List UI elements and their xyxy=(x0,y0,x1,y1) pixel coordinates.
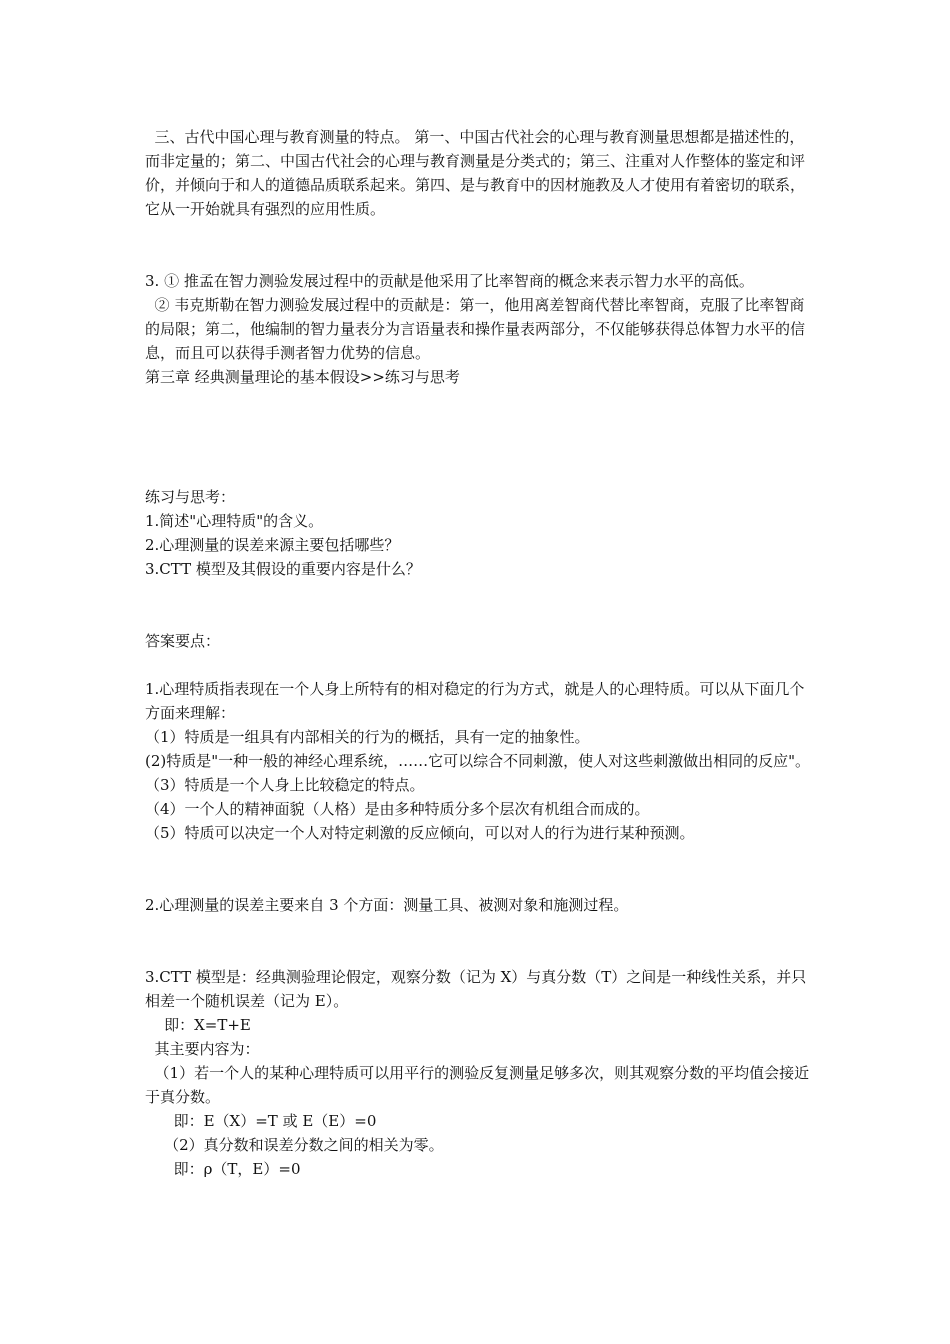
spacer xyxy=(145,845,815,893)
answer1-item: （3）特质是一个人身上比较稳定的特点。 xyxy=(145,776,425,794)
answer3-line1: 3. ① 推孟在智力测验发展过程中的贡献是他采用了比率智商的概念来表示智力水平的高低。 xyxy=(145,272,754,290)
document-body xyxy=(145,125,815,1181)
answer1-item: （1）特质是一组具有内部相关的行为的概括，具有一定的抽象性。 xyxy=(145,728,590,746)
spacer xyxy=(145,389,815,485)
exercises-heading: 练习与思考： xyxy=(145,488,236,506)
spacer xyxy=(145,221,815,269)
spacer xyxy=(145,917,815,965)
answer3-item2-formula: 即：ρ（T，E）=0 xyxy=(145,1160,301,1178)
answer3-formula: 即：X=T+E xyxy=(145,1016,251,1034)
answer3-item2: （2）真分数和误差分数之间的相关为零。 xyxy=(145,1136,444,1154)
question-1: 1.简述"心理特质"的含义。 xyxy=(145,512,324,530)
section3-paragraph: 三、古代中国心理与教育测量的特点。 第一、中国古代社会的心理与教育测量思想都是描述性的，而非定量的；第二、中国古代社会的心理与教育测量是分类式的；第三、注重对人作整体的鉴定和评价，并倾向于和人的道德品质联系起来。第四、是与教育中的因材施教及人才使用有着密切的联系，它从一开始就具有强烈的应用性质。 xyxy=(145,128,806,218)
answer3-item1: （1）若一个人的某种心理特质可以用平行的测验反复测量足够多次，则其观察分数的平均值会接近于真分数。 xyxy=(145,1064,810,1106)
spacer xyxy=(145,581,815,629)
answer3-line2: ② 韦克斯勒在智力测验发展过程中的贡献是：第一，他用离差智商代替比率智商，克服了比率智商的局限；第二，他编制的智力量表分为言语量表和操作量表两部分，不仅能够获得总体智力水平的信息，而且可以获得手测者智力优势的信息。 xyxy=(145,296,806,362)
answer3-intro: 3.CTT 模型是：经典测验理论假定，观察分数（记为 X）与真分数（T）之间是一种线性关系，并只相差一个随机误差（记为 E）。 xyxy=(145,968,807,1010)
chapter-title: 第三章 经典测量理论的基本假设>>练习与思考 xyxy=(145,368,460,386)
answer2: 2.心理测量的误差主要来自 3 个方面：测量工具、被测对象和施测过程。 xyxy=(145,896,629,914)
answer3-item1-formula: 即：E（X）=T 或 E（E）=0 xyxy=(145,1112,377,1130)
question-3: 3.CTT 模型及其假设的重要内容是什么？ xyxy=(145,560,421,578)
answers-heading: 答案要点： xyxy=(145,632,221,650)
answer1-item: (2)特质是"一种一般的神经心理系统，……它可以综合不同刺激，使人对这些刺激做出相同的反应"。 xyxy=(145,752,811,770)
answer1-item: （5）特质可以决定一个人对特定刺激的反应倾向，可以对人的行为进行某种预测。 xyxy=(145,824,695,842)
spacer xyxy=(145,653,815,677)
question-2: 2.心理测量的误差来源主要包括哪些？ xyxy=(145,536,400,554)
answer1-intro: 1.心理特质指表现在一个人身上所特有的相对稳定的行为方式，就是人的心理特质。可以从下面几个方面来理解： xyxy=(145,680,805,722)
answer3-content-heading: 其主要内容为： xyxy=(145,1040,260,1058)
answer1-item: （4）一个人的精神面貌（人格）是由多种特质分多个层次有机组合而成的。 xyxy=(145,800,650,818)
